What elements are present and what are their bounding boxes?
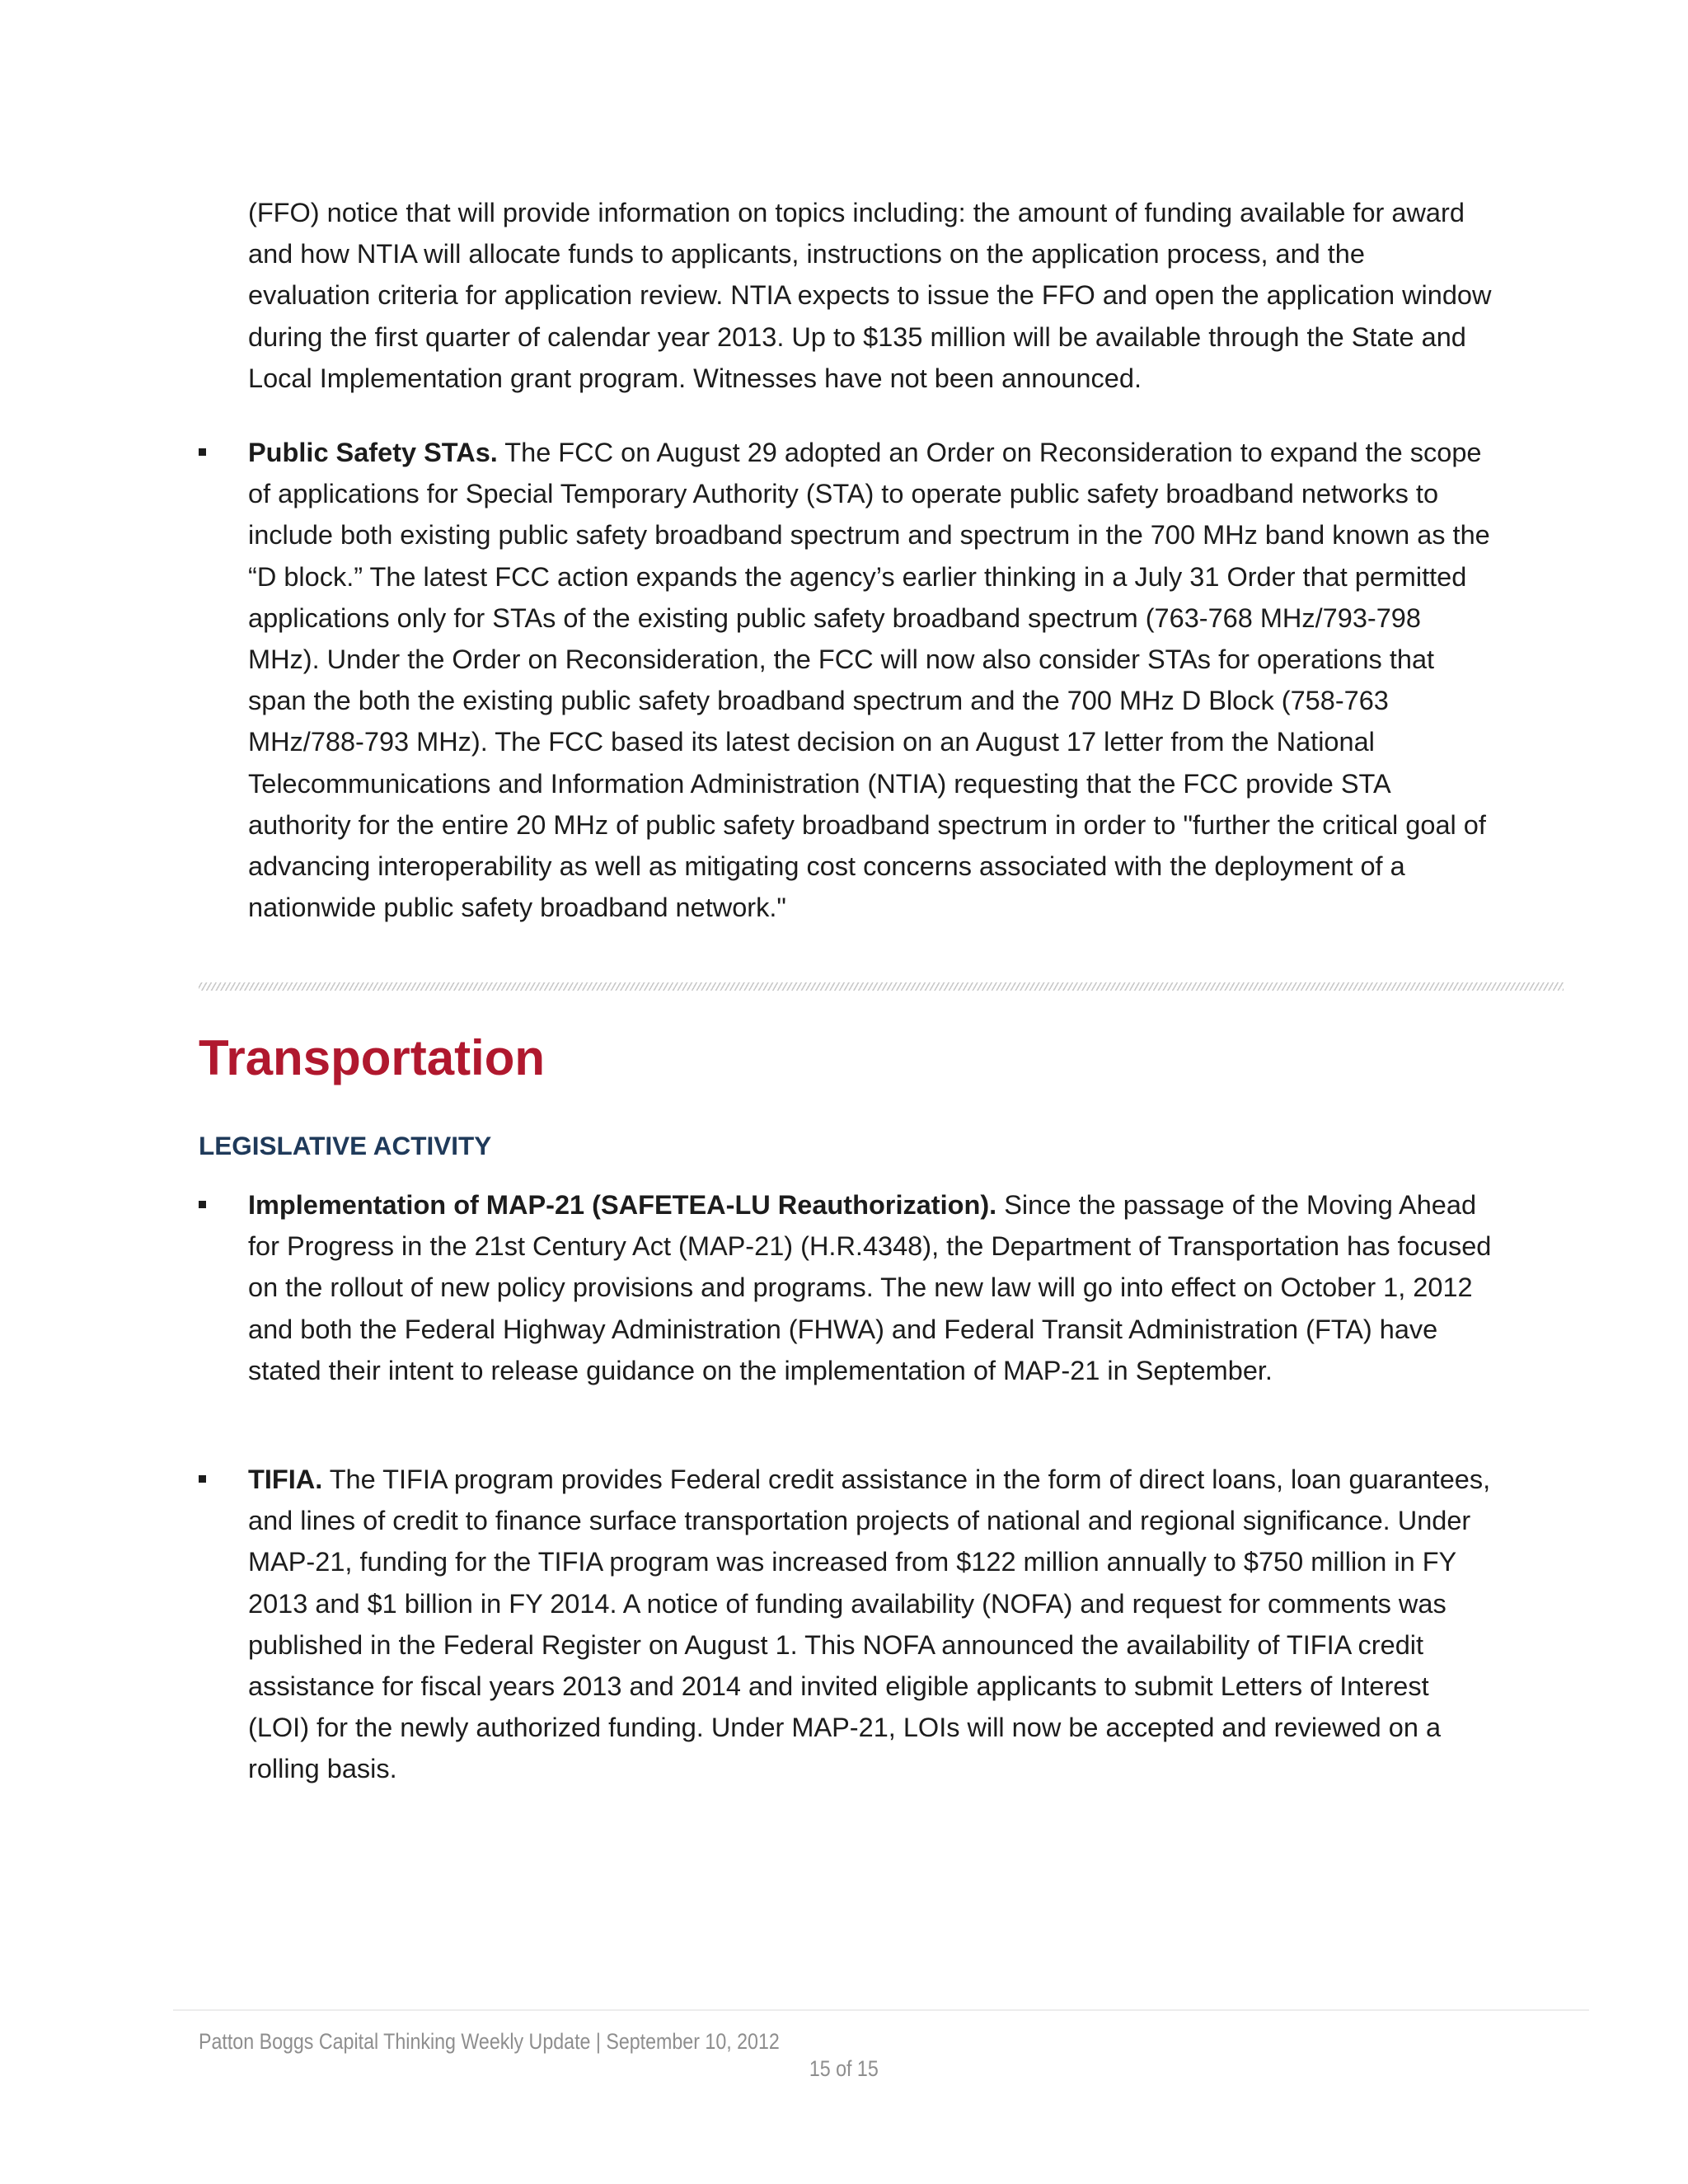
bullet-icon <box>199 448 206 456</box>
bullet-icon <box>199 1475 206 1483</box>
list-item-text <box>248 1459 1493 1790</box>
page-number: 15 of 15 <box>809 2056 879 2081</box>
list-item-body: The TIFIA program provides Federal credit assistance in the form of direct loans, loan guarantees, and lines of credit to finance surface transportation projects of national and regional significance. Under MAP-21, funding for the TIFIA program was increased from $122 million annually to $750 million in FY 2013 and $1 billion in FY 2014. A notice of funding availability (NOFA) and request for comments was published in the Federal Register on August 1. This NOFA announced the availability of TIFIA credit assistance for fiscal years 2013 and 2014 and invited eligible applicants to submit Letters of Interest (LOI) for the newly authorized funding. Under MAP-21, LOIs will now be accepted and reviewed on a rolling basis. <box>248 1465 1491 1784</box>
continuation-paragraph: (FFO) notice that will provide information on topics including: the amount of funding available for award and how NTIA will allocate funds to applicants, instructions on the application process, and the evaluation criteria for application review. NTIA expects to issue the FFO and open the application window during the first quarter of calendar year 2013. Up to $135 million will be available through the State and Local Implementation grant program. Witnesses have not been announced. <box>248 198 1492 393</box>
section-title: Transportation <box>199 1030 546 1085</box>
list-item-lead: Implementation of MAP-21 (SAFETEA-LU Reauthorization). <box>248 1190 997 1220</box>
footer-rule <box>173 2009 1589 2011</box>
section-divider <box>199 982 1564 991</box>
list-item-lead: Public Safety STAs. <box>248 438 498 467</box>
list-item-body: Since the passage of the Moving Ahead for Progress in the 21st Century Act (MAP-21) (H.R.4348), the Department of Transportation has focused on the rollout of new policy provisions and programs. The new law will go into effect on October 1, 2012 and both the Federal Highway Administration (FHWA) and Federal Transit Administration (FTA) have stated their intent to release guidance on the implementation of MAP-21 in September. <box>248 1190 1492 1385</box>
list-item-text <box>248 1184 1493 1391</box>
list-item-text <box>248 432 1493 928</box>
page-number-container <box>0 2055 1688 2083</box>
list-item-lead: TIFIA. <box>248 1465 323 1494</box>
section-subheading: LEGISLATIVE ACTIVITY <box>199 1131 492 1160</box>
list-item-body: The FCC on August 29 adopted an Order on Reconsideration to expand the scope of applications for Special Temporary Authority (STA) to operate public safety broadband networks to include both existing public safety broadband spectrum and spectrum in the 700 MHz band known as the “D block.” The latest FCC action expands the agency’s earlier thinking in a July 31 Order that permitted applications only for STAs of the existing public safety broadband spectrum (763-768 MHz/793-798 MHz). Under the Order on Reconsideration, the FCC will now also consider STAs for operations that span the both the existing public safety broadband spectrum and the 700 MHz D Block (758-763 MHz/788-793 MHz). The FCC based its latest decision on an August 17 letter from the National Telecommunications and Information Administration (NTIA) requesting that the FCC provide STA authority for the entire 20 MHz of public safety broadband spectrum in order to "further the critical goal of advancing interoperability as well as mitigating cost concerns associated with the deployment of a nationwide public safety broadband network." <box>248 438 1490 923</box>
footer-publication: Patton Boggs Capital Thinking Weekly Update | September 10, 2012 <box>199 2029 780 2054</box>
bullet-icon <box>199 1201 206 1208</box>
